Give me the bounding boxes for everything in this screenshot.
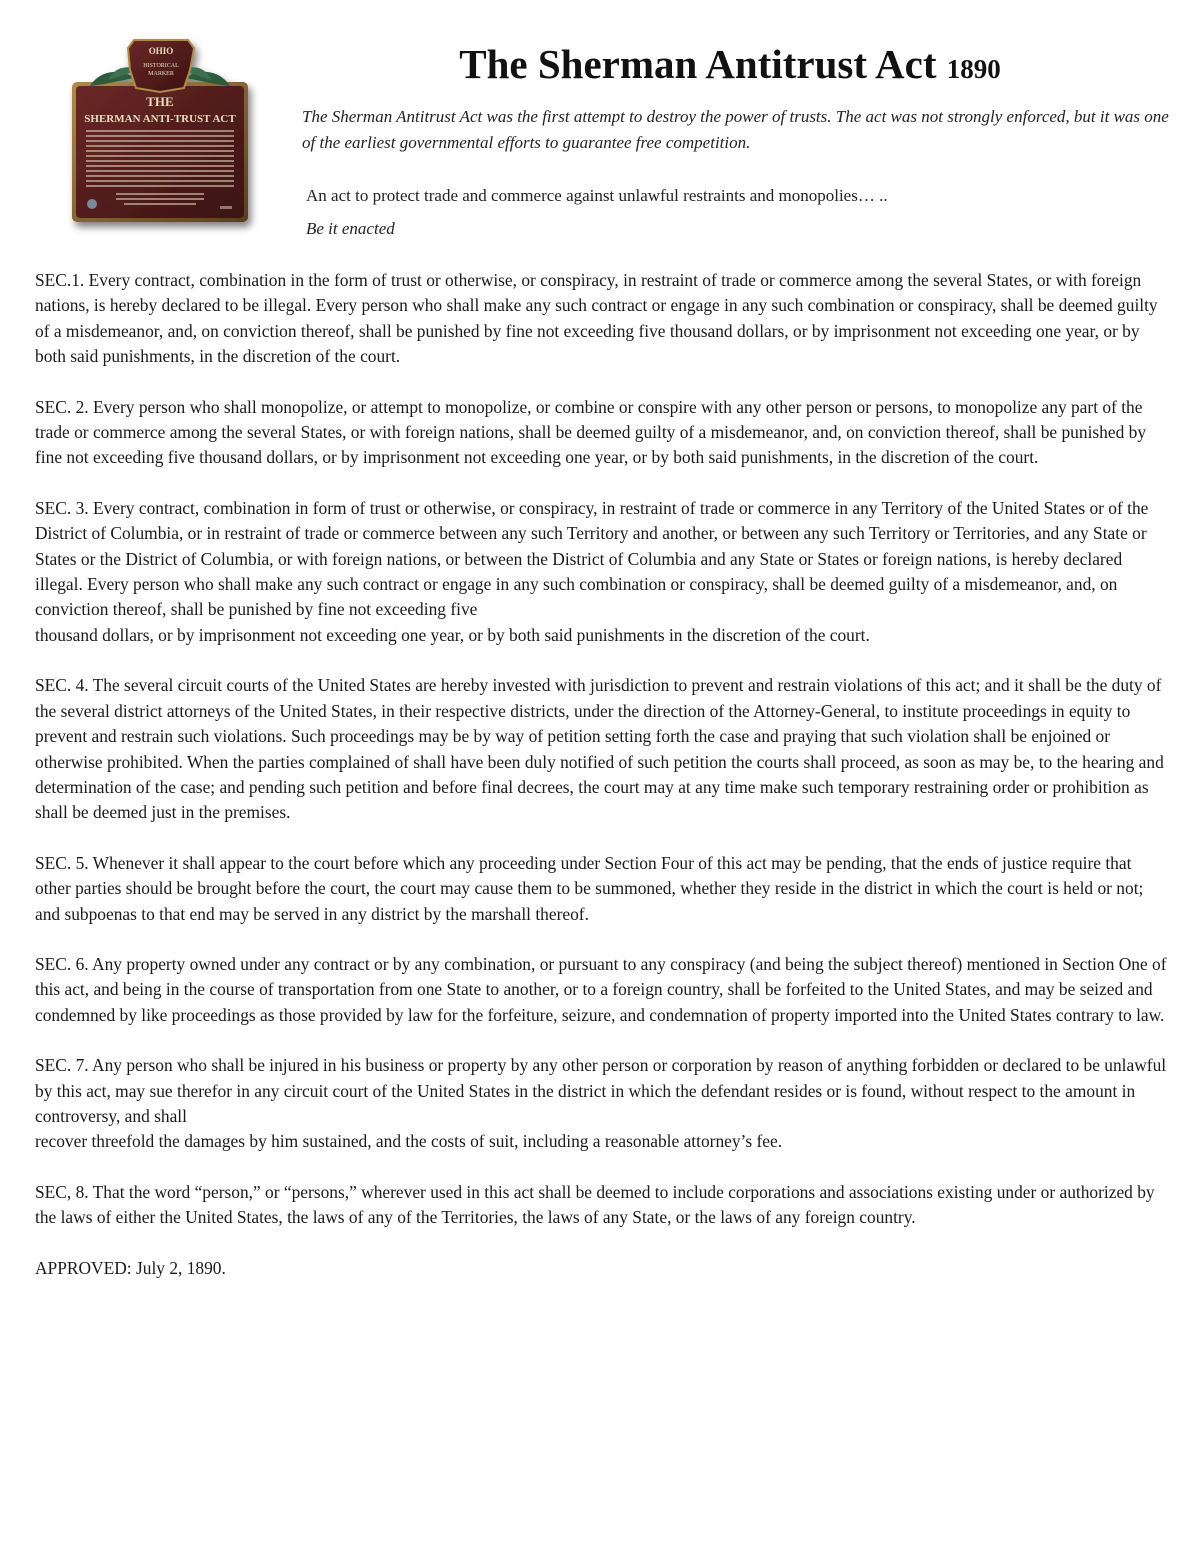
title-text: The Sherman Antitrust Act: [459, 41, 937, 87]
approved-line: APPROVED: July 2, 1890.: [35, 1257, 226, 1278]
section-8: [35, 1180, 1170, 1231]
marker-state-text: OHIO: [148, 46, 174, 56]
section-6: [35, 952, 1170, 1028]
section-5: [35, 851, 1170, 927]
marker-org-line1: HISTORICAL: [143, 63, 179, 69]
marker-title-line1: THE: [146, 94, 174, 109]
section-7-text: SEC. 7. Any person who shall be injured in his business or property by any other person or corporation by reason of anything forbidden or declared to be unlawful by this act, may sue therefor in any circuit court of the United States in the district in which the defendant resides or is found, without respect to the amount in controversy, and shall: [35, 1055, 1167, 1126]
page-title: [300, 38, 1160, 95]
section-4: [35, 673, 1170, 825]
section-2: [35, 395, 1170, 471]
document-header: [0, 0, 1200, 250]
act-sections: [35, 268, 1170, 1281]
section-3-text: SEC. 3. Every contract, combination in form of trust or otherwise, or conspiracy, in restraint of trade or commerce in any Territory of the United States or of the District of Columbia, or in restraint of trade or commerce between any such Territory and another, or between any such Territory or Territories, and any State or States or the District of Columbia, or with foreign nations, or between the District of Columbia and any State or States or foreign nations, is hereby declared illegal. Every person who shall make any such contract or engage in any such combination or conspiracy, shall be deemed guilty of a misdemeanor, and, on conviction thereof, shall be punished by fine not exceeding five: [35, 497, 1149, 620]
section-3: [35, 496, 1170, 648]
enacted-text: Be it enacted: [306, 219, 395, 238]
section-5-text: SEC. 5. Whenever it shall appear to the court before which any proceeding under Section Four of this act may be pending, that the ends of justice require that other parties should be brought before the court, the court may cause them to be summoned, whether they reside in the district in which the court is held or not; and subpoenas to that end may be served in any district by the marshall thereof.: [35, 852, 1144, 924]
section-7-continuation: recover threefold the damages by him sustained, and the costs of suit, including a reasonable attorney’s fee.: [35, 1131, 783, 1152]
historical-marker-image: [60, 30, 260, 235]
preamble-text: An act to protect trade and commerce against unlawful restraints and monopolies… ..: [306, 186, 888, 205]
intro-paragraph: The Sherman Antitrust Act was the first attempt to destroy the power of trusts. The act was not strongly enforced, but it was one of the earliest governmental efforts to guarantee free competition.: [302, 107, 1169, 152]
section-1-text: SEC.1. Every contract, combination in the form of trust or otherwise, or conspiracy, in restraint of trade or commerce among the several States, or with foreign nations, is hereby declared to be illegal. Every person who shall make any such contract or engage in any such combination or conspiracy, shall be deemed guilty of a misdemeanor, and, on conviction thereof, shall be punished by fine not exceeding five thousand dollars, or by imprisonment not exceeding one year, or by both said punishments, in the discretion of the court.: [35, 270, 1158, 367]
marker-org-line2: MARKER: [148, 71, 174, 77]
section-7: [35, 1053, 1170, 1155]
title-year: 1890: [946, 54, 1001, 84]
section-4-text: SEC. 4. The several circuit courts of the United States are hereby invested with jurisdiction to prevent and restrain violations of this act; and it shall be the duty of the several district attorneys of the United States, in their respective districts, under the direction of the Attorney-General, to institute proceedings in equity to prevent and restrain such violations. Such proceedings may be by way of petition setting forth the case and praying that such violation shall be enjoined or otherwise prohibited. When the parties complained of shall have been duly notified of such petition the courts shall proceed, as soon as may be, to the hearing and determination of the case; and pending such petition and before final decrees, the court may at any time make such temporary restraining order or prohibition as shall be deemed just in the premises.: [35, 675, 1164, 823]
section-8-text: SEC, 8. That the word “person,” or “persons,” wherever used in this act shall be deemed to include corporations and associations existing under or authorized by the laws of either the United States, the laws of any of the Territories, the laws of any State, or the laws of any foreign country.: [35, 1181, 1155, 1228]
section-6-text: SEC. 6. Any property owned under any contract or by any combination, or pursuant to any conspiracy (and being the subject thereof) mentioned in Section One of this act, and being in the course of transportation from one State to another, or to a foreign country, shall be forfeited to the United States, and may be seized and condemned by like proceedings as those provided by law for the forfeiture, seizure, and condemnation of property imported into the United States contrary to law.: [35, 953, 1167, 1025]
section-3-continuation: thousand dollars, or by imprisonment not exceeding one year, or by both said punishments in the discretion of the court.: [35, 624, 870, 645]
section-1: [35, 268, 1170, 370]
marker-title-line2: SHERMAN ANTI-TRUST ACT: [84, 113, 236, 125]
section-2-text: SEC. 2. Every person who shall monopolize, or attempt to monopolize, or combine or conspire with any other person or persons, to monopolize any part of the trade or commerce among the several States, or with foreign nations, shall be deemed guilty of a misdemeanor, and, on conviction thereof, shall be punished by fine not exceeding five thousand dollars, or by imprisonment not exceeding one year, or by both said punishments, in the discretion of the court.: [35, 396, 1147, 468]
